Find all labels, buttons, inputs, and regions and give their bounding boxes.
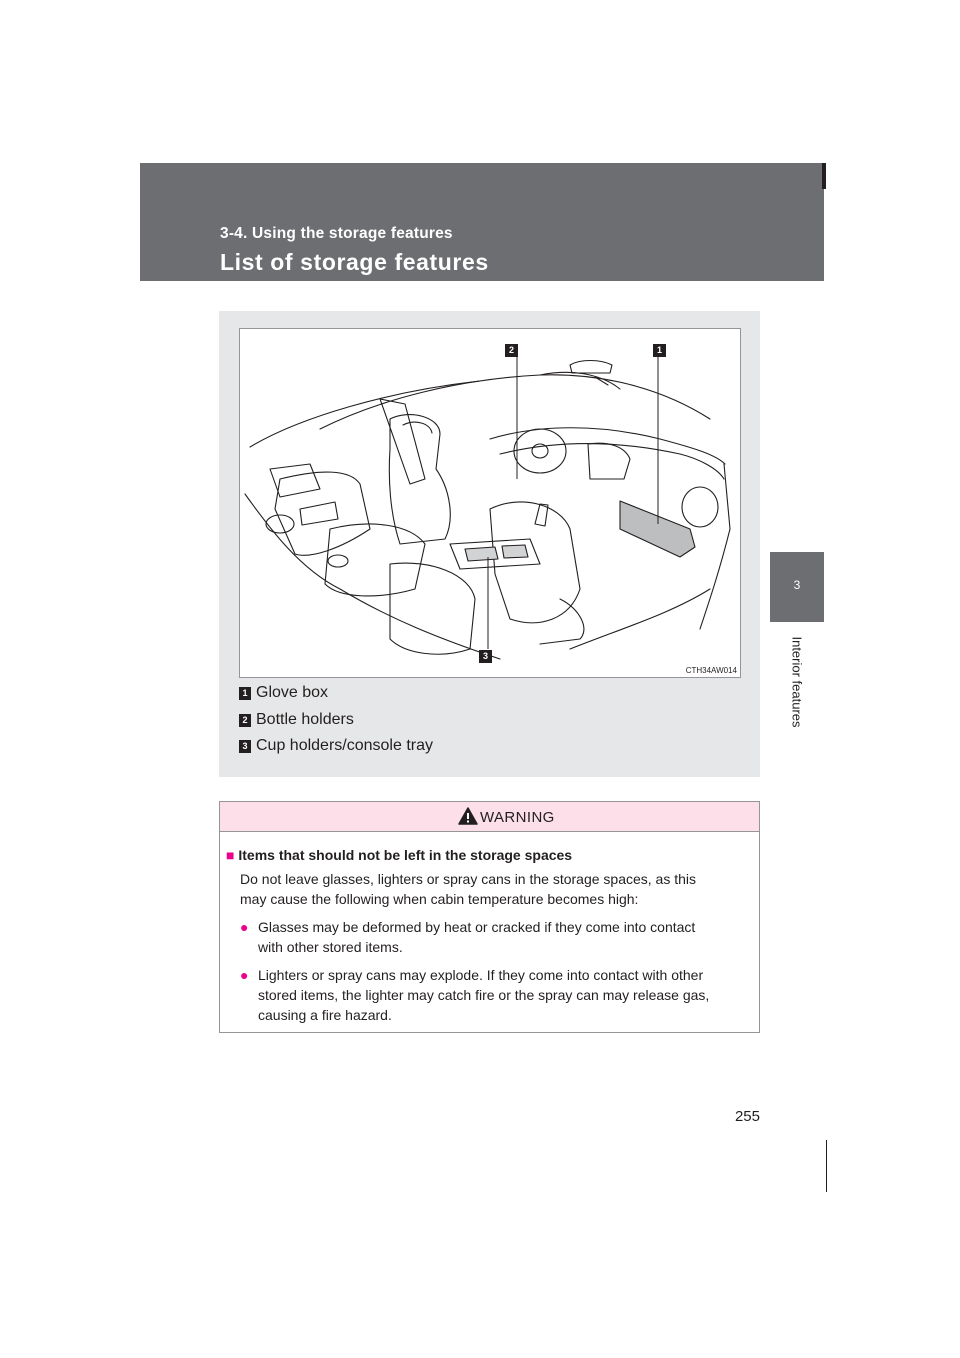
car-interior-drawing <box>240 329 740 677</box>
header-corner-mark <box>822 163 826 189</box>
section-subtitle: 3-4. Using the storage features <box>220 225 453 242</box>
callout-2: 2 <box>505 344 518 357</box>
legend-number: 2 <box>239 714 251 727</box>
bullet-text-line: causing a fire hazard. <box>258 1007 392 1023</box>
chapter-tab <box>770 552 824 622</box>
callout-1: 1 <box>653 344 666 357</box>
page-number: 255 <box>734 1108 760 1125</box>
warning-box <box>219 801 760 1033</box>
car-interior-illustration <box>239 328 741 678</box>
warning-triangle-icon <box>458 807 478 825</box>
chapter-number: 3 <box>793 578 801 592</box>
square-bullet-icon: ■ <box>226 847 235 863</box>
bullet-dot-icon: ● <box>240 967 249 983</box>
chapter-label-container <box>770 622 824 742</box>
warning-intro-line: Do not leave glasses, lighters or spray cans in the storage spaces, as this <box>240 871 697 887</box>
margin-rule <box>826 1140 827 1192</box>
warning-intro-line: may cause the following when cabin temperature becomes high: <box>240 891 639 907</box>
warning-heading-text: Items that should not be left in the storage spaces <box>238 847 573 863</box>
warning-header <box>220 802 759 832</box>
bullet-text-line: Lighters or spray cans may explode. If they come into contact with other <box>258 967 704 983</box>
legend-label: Cup holders/console tray <box>256 737 433 754</box>
page-title: List of storage features <box>220 249 489 275</box>
bullet-text-line: stored items, the lighter may catch fire or the spray can may release gas, <box>258 987 710 1003</box>
callout-3: 3 <box>479 650 492 663</box>
warning-heading <box>226 845 572 865</box>
figure-code: CTH34AW014 <box>685 666 737 675</box>
legend-number: 3 <box>239 740 251 753</box>
bullet-dot-icon: ● <box>240 919 249 935</box>
chapter-label: Interior features <box>789 636 805 728</box>
legend-number: 1 <box>239 687 251 700</box>
warning-label: WARNING <box>480 809 555 826</box>
legend-label: Bottle holders <box>256 710 354 728</box>
bullet-text-line: with other stored items. <box>258 939 403 955</box>
section-header <box>140 163 824 281</box>
bullet-text-line: Glasses may be deformed by heat or cracked if they come into contact <box>258 919 696 935</box>
legend-label: Glove box <box>256 684 329 701</box>
